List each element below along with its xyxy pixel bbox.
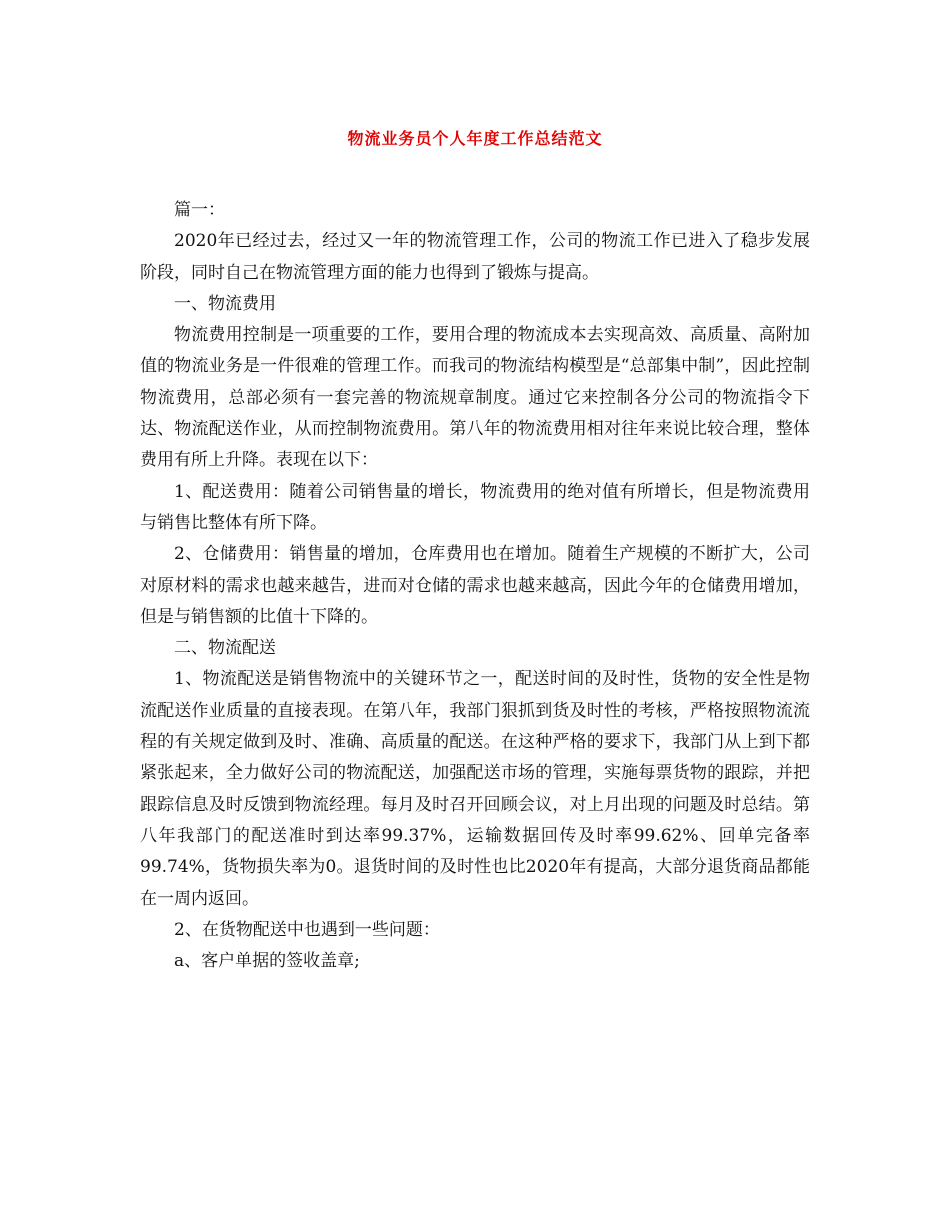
section-heading: 一、物流费用 xyxy=(174,293,276,314)
document-body xyxy=(140,195,810,977)
paragraph: 1、物流配送是销售物流中的关键环节之一，配送时间的及时性，货物的安全性是物流配送作业质量的直接表现。在第八年，我部门狠抓到货及时性的考核，严格按照物流流程的有关规定做到及时、准确、高质量的配送。在这种严格的要求下，我部门从上到下都紧张起来，全力做好公司的物流配送，加强配送市场的管理，实施每票货物的跟踪，并把跟踪信息及时反馈到物流经理。每月及时召开回顾会议，对上月出现的问题及时总结。第八年我部门的配送准时到达率99.37%，运输数据回传及时率99.62%、回单完备率99.74%，货物损失率为0。退货时间的及时性也比2020年有提高，大部分退货商品都能在一周内返回。 xyxy=(140,669,810,909)
document-title: 物流业务员个人年度工作总结范文 xyxy=(347,129,603,148)
paragraph: 2、仓储费用：销售量的增加，仓库费用也在增加。随着生产规模的不断扩大，公司对原材料的需求也越来越告，进而对仓储的需求也越来越高，因此今年的仓储费用增加，但是与销售额的比值十下降的。 xyxy=(140,544,810,627)
paragraph: a、客户单据的签收盖章; xyxy=(174,951,360,972)
paragraph: 篇一： xyxy=(174,200,225,220)
paragraph: 1、配送费用：随着公司销售量的增长，物流费用的绝对值有所增长，但是物流费用与销售比整体有所下降。 xyxy=(140,481,810,533)
section-heading: 二、物流配送 xyxy=(174,638,276,659)
paragraph: 2、在货物配送中也遇到一些问题： xyxy=(174,919,440,940)
paragraph: 2020年已经过去，经过又一年的物流管理工作，公司的物流工作已进入了稳步发展阶段，同时自己在物流管理方面的能力也得到了锻炼与提高。 xyxy=(140,231,810,283)
paragraph: 物流费用控制是一项重要的工作，要用合理的物流成本去实现高效、高质量、高附加值的物流业务是一件很难的管理工作。而我司的物流结构模型是“总部集中制”，因此控制物流费用，总部必须有一套完善的物流规章制度。通过它来控制各分公司的物流指令下达、物流配送作业，从而控制物流费用。第八年的物流费用相对往年来说比较合理，整体费用有所上升降。表现在以下： xyxy=(140,325,810,471)
